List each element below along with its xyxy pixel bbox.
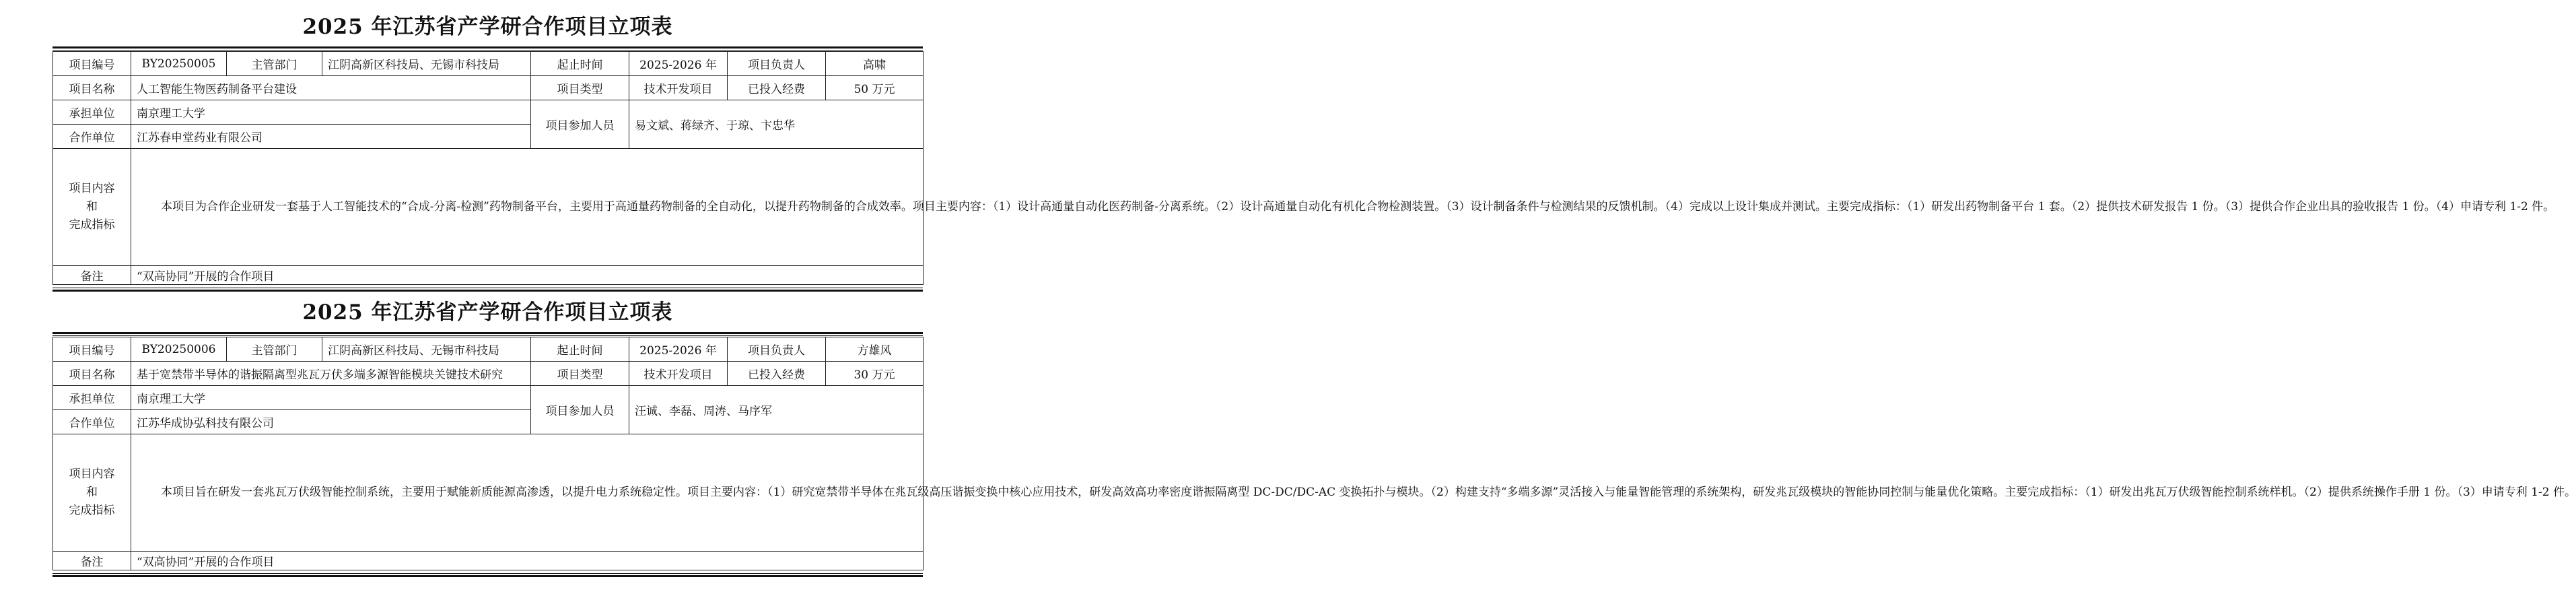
bottom-thick-rule [53,290,923,292]
value-participants: 易文斌、蒋绿齐、于琼、卞忠华 [629,100,924,149]
value-project-type: 技术开发项目 [629,362,728,386]
value-leader: 方雄风 [826,337,924,362]
value-project-name: 人工智能生物医药制备平台建设 [131,76,531,100]
label-content-line2: 和 [86,486,98,499]
project-table [53,51,2555,285]
label-content-line3: 完成指标 [69,218,115,232]
value-funding: 30 万元 [826,362,924,386]
label-dept: 主管部门 [227,337,322,362]
label-funding: 已投入经费 [728,76,826,100]
value-project-type: 技术开发项目 [629,76,728,100]
row-undertaker [53,100,924,125]
label-leader: 项目负责人 [728,337,826,362]
label-content-line1: 项目内容 [69,467,115,481]
value-dept: 江阴高新区科技局、无锡市科技局 [322,337,531,362]
label-participants: 项目参加人员 [531,100,629,149]
value-content-cell [131,149,2555,266]
label-project-name: 项目名称 [53,362,131,386]
value-remark: “双高协同”开展的合作项目 [131,266,924,285]
value-content: 本项目旨在研发一套兆瓦万伏级智能控制系统，主要用于赋能新质能源高渗透，以提升电力系统稳定性。项目主要内容：（1）研究宽禁带半导体在兆瓦级高压谐振变换中核心应用技术，研发高效高功率密度谐振隔离型 DC-DC/DC-AC 变换拓扑与模块。（2）构建支持“多端多源”灵活接入与能量智能管理的系统架构，研发兆瓦级模块的智能协同控制与能量优化策略。主要完成指标：（1）研发出兆瓦万伏级智能控制系统样机。（2）提供系统操作手册 1 份。（3）申请专利 1-2 件。 [161,486,2576,499]
value-content-cell [131,434,2576,552]
label-partner: 合作单位 [53,410,131,434]
row-name [53,362,924,386]
label-leader: 项目负责人 [728,52,826,76]
row-remark [53,552,924,570]
row-content [53,149,924,266]
top-thick-rule [53,46,923,48]
label-dept: 主管部门 [227,52,322,76]
label-participants: 项目参加人员 [531,386,629,434]
label-project-name: 项目名称 [53,76,131,100]
value-leader: 高啸 [826,52,924,76]
form-title: 2025 年江苏省产学研合作项目立项表 [302,300,673,325]
value-period: 2025-2026 年 [629,337,728,362]
value-project-no: BY20250005 [131,52,227,76]
label-project-no: 项目编号 [53,337,131,362]
value-dept: 江阴高新区科技局、无锡市科技局 [322,52,531,76]
row-name [53,76,924,100]
top-thick-rule [53,332,923,334]
label-project-type: 项目类型 [531,362,629,386]
label-remark: 备注 [53,266,131,285]
project-table [53,337,2576,570]
value-project-name: 基于宽禁带半导体的谐振隔离型兆瓦万伏多端多源智能模块关键技术研究 [131,362,531,386]
row-undertaker [53,386,924,410]
label-undertaker: 承担单位 [53,100,131,125]
label-content-line3: 完成指标 [69,504,115,517]
label-project-type: 项目类型 [531,76,629,100]
label-content-line2: 和 [86,200,98,213]
label-content-line1: 项目内容 [69,182,115,195]
top-thin-rule [53,50,923,51]
label-remark: 备注 [53,552,131,570]
row-content [53,434,924,552]
form-title: 2025 年江苏省产学研合作项目立项表 [302,15,673,39]
label-partner: 合作单位 [53,125,131,149]
value-funding: 50 万元 [826,76,924,100]
label-period: 起止时间 [531,52,629,76]
value-period: 2025-2026 年 [629,52,728,76]
row-basic [53,52,924,76]
row-remark [53,266,924,285]
value-remark: “双高协同”开展的合作项目 [131,552,924,570]
value-participants: 汪诚、李磊、周涛、马序军 [629,386,924,434]
label-content [53,149,131,266]
top-thin-rule [53,335,923,336]
value-undertaker: 南京理工大学 [131,386,531,410]
label-funding: 已投入经费 [728,362,826,386]
label-period: 起止时间 [531,337,629,362]
value-content: 本项目为合作企业研发一套基于人工智能技术的“合成-分离-检测”药物制备平台，主要用于高通量药物制备的全自动化，以提升药物制备的合成效率。项目主要内容：（1）设计高通量自动化医药制备-分离系统。（2）设计高通量自动化有机化合物检测装置。（3）设计制备条件与检测结果的反馈机制。（4）完成以上设计集成并测试。主要完成指标：（1）研发出药物制备平台 1 套。（2）提供技术研发报告 1 份。（3）提供合作企业出具的验收报告 1 份。（4）申请专利 1-2 件。 [161,200,2555,213]
label-project-no: 项目编号 [53,52,131,76]
bottom-thick-rule [53,575,923,577]
label-content [53,434,131,552]
value-undertaker: 南京理工大学 [131,100,531,125]
bottom-thin-rule [53,573,923,574]
row-basic [53,337,924,362]
value-partner: 江苏春申堂药业有限公司 [131,125,531,149]
value-partner: 江苏华成协弘科技有限公司 [131,410,531,434]
value-project-no: BY20250006 [131,337,227,362]
label-undertaker: 承担单位 [53,386,131,410]
